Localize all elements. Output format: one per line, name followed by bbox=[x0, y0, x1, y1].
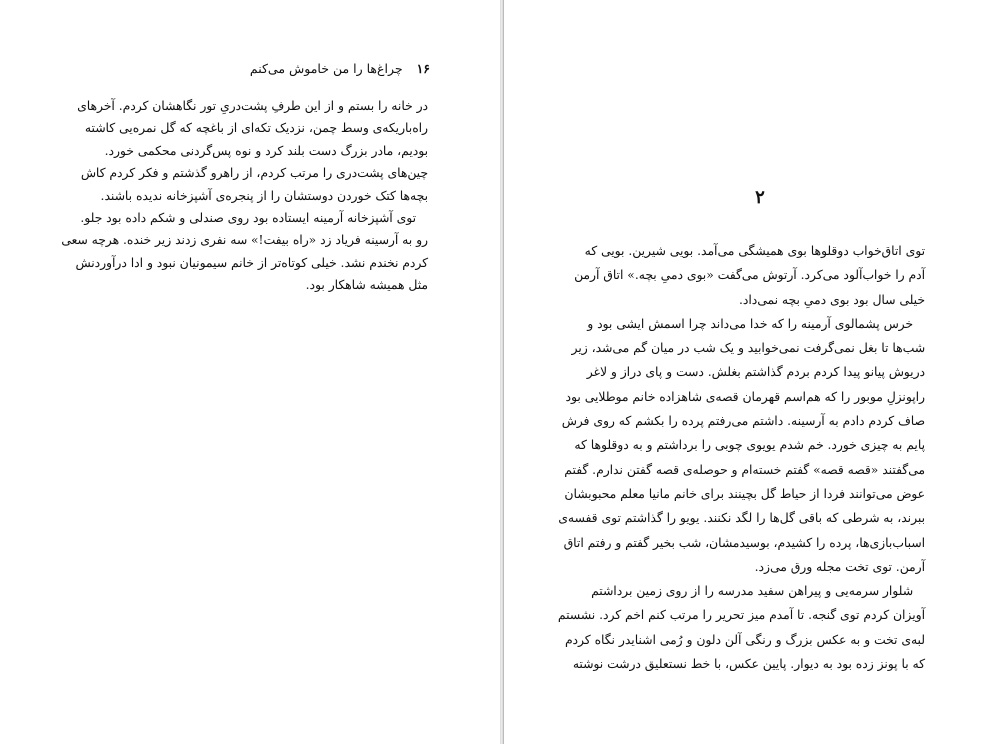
text-line: بچه‌ها کتک خوردن دوستشان را از پنجره‌ی آشپزخانه ندیده باشند. bbox=[100, 188, 428, 203]
text-line: صاف کردم دادم به آرسینه. داشتم می‌رفتم پرده را بکشم که روی فرش bbox=[561, 414, 925, 429]
text-line: خیلی سال بود بوی دمیِ بچه نمی‌داد. bbox=[738, 292, 925, 307]
text-line: آدم را خواب‌آلود می‌کرد. آرتوش می‌گفت «بوی دمیِ بچه.» اتاق آرمن bbox=[574, 268, 925, 283]
text-line: پایم به چیزی خورد. خم شدم یویوی چوبی را برداشتم و به دوقلوها که bbox=[574, 438, 925, 453]
text-line: کردم نخندم نشد. خیلی کوتاه‌تر از خانم سیمونیان نبود و ادا درآوردنش bbox=[75, 255, 428, 270]
left-page bbox=[0, 0, 500, 744]
text-line: در خانه را بستم و از این طرفِ پشت‌دریِ تور نگاهشان کردم. آخرهای bbox=[77, 99, 428, 113]
text-line: عوض می‌توانند فردا از حیاط گل بچینند برای خانم مانیا معلم محبوبشان bbox=[564, 486, 925, 501]
left-page-text bbox=[61, 95, 428, 297]
text-line: که با پونز زده بود به دیوار. پایین عکس، با خط نستعلیق درشت نوشته bbox=[572, 657, 925, 672]
text-line: شلوار سرمه‌یی و پیراهن سفید مدرسه را از روی زمین برداشتم bbox=[591, 584, 913, 599]
text-line: بودیم، مادر بزرگ دست بلند کرد و نوه پس‌گردنی محکمی خورد. bbox=[104, 143, 428, 158]
right-page-text bbox=[535, 239, 925, 676]
text-line: لبه‌ی تخت و به عکس بزرگ و رنگی آلن دلون و رُمی اشنایدر نگاه کردم bbox=[564, 632, 925, 647]
text-line: آرمن. توی تخت مجله ورق می‌زد. bbox=[754, 559, 925, 574]
page-header bbox=[250, 61, 430, 77]
text-line: شب‌ها تا بغل نمی‌گرفت نمی‌خوابید و یک شب در میان گم می‌شد، زیر bbox=[571, 341, 925, 356]
text-line: آویزان کردم توی گنجه. تا آمدم میز تحریر را مرتب کنم اخم کرد. نشستم bbox=[557, 608, 925, 623]
text-line: ببرند، به شرطی که باقی گل‌ها را لگد نکنند. یویو را گذاشتم توی قفسه‌ی bbox=[558, 511, 925, 526]
page-number: ۱۶ bbox=[416, 61, 430, 76]
text-line: توی اتاق‌خواب دوقلوها بوی همیشگی می‌آمد. بویی شیرین. بویی که bbox=[584, 244, 925, 258]
text-line: توی آشپزخانه آرمینه ایستاده بود روی صندلی و شکم داده بود جلو. bbox=[80, 211, 416, 226]
text-line: راپونزلِ موبور را که هم‌اسم قهرمان قصه‌ی شاهزاده خانم موطلایی بود bbox=[565, 389, 925, 404]
page-edge bbox=[503, 0, 504, 744]
text-line: خرس پشمالوی آرمینه را که خدا می‌داند چرا اسمش ایشی بود و bbox=[587, 316, 913, 331]
text-line: راه‌باریکه‌ی وسط چمن، نزدیک تکه‌ای از باغچه که گل نمره‌یی کاشته bbox=[84, 121, 428, 136]
running-title: چراغ‌ها را من خاموش می‌کنم bbox=[249, 61, 403, 76]
text-line: دریوش پیانو پیدا کردم بردم گذاشتم بغلش. دست و پای دراز و لاغر bbox=[586, 365, 925, 380]
chapter-number: ۲ bbox=[755, 187, 765, 208]
text-line: اسباب‌بازی‌ها، پرده را کشیدم، بوسیدمشان، شب بخیر گفتم و رفتم اتاق bbox=[563, 535, 925, 550]
text-line: مثل همیشه شاهکار بود. bbox=[305, 278, 428, 293]
text-line: چین‌های پشت‌دری را مرتب کردم، از راهرو گذشتم و فکر کردم کاش bbox=[80, 166, 428, 181]
text-line: می‌گفتند «قصه قصه» گفتم خسته‌ام و حوصله‌ی قصه گفتن ندارم. گفتم bbox=[564, 462, 925, 477]
text-line: رو به آرسینه فریاد زد «راه بیفت!» سه نفری زدند زیر خنده. هرچه سعی bbox=[61, 233, 428, 248]
